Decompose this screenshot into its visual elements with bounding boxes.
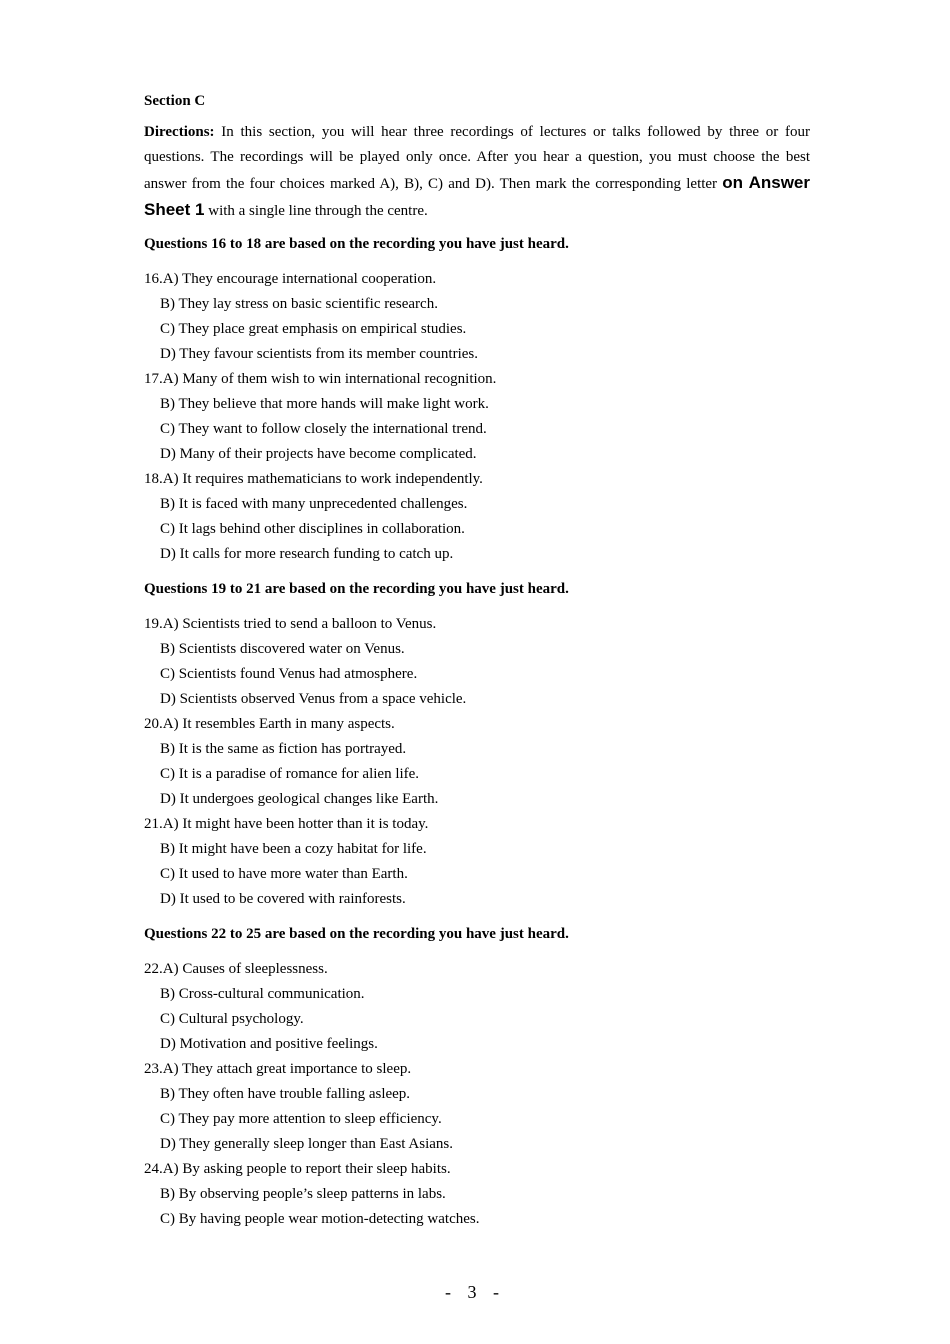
question-22 (144, 957, 810, 1057)
question-option-a: 22.A) Causes of sleeplessness. (144, 961, 328, 977)
question-option-d: D) It undergoes geological changes like Earth. (160, 791, 439, 807)
question-option-a: 18.A) It requires mathematicians to work independently. (144, 471, 483, 487)
directions-label: Directions: (144, 124, 215, 140)
directions-tail: with a single line through the centre. (204, 203, 428, 219)
directions-text: In this section, you will hear three recordings of lectures or talks followed by three or four questions. The recordings will be played only once. After you hear a question, you must choose the best answer from the four choices marked A), B), C) and D). Then mark the corresponding letter (144, 124, 810, 192)
question-option-b: B) By observing people’s sleep patterns in labs. (160, 1186, 446, 1202)
question-option-b: B) They lay stress on basic scientific research. (160, 296, 438, 312)
question-option-c: C) It used to have more water than Earth. (160, 866, 408, 882)
question-option-c: C) It lags behind other disciplines in collaboration. (160, 521, 465, 537)
question-18 (144, 467, 810, 567)
question-option-a: 24.A) By asking people to report their sleep habits. (144, 1161, 451, 1177)
group-heading: Questions 16 to 18 are based on the recording you have just heard. (144, 236, 569, 252)
question-option-d: D) Many of their projects have become complicated. (160, 446, 477, 462)
question-group-16-18 (144, 232, 810, 567)
directions-emphasis: on Answer Sheet 1 (144, 173, 810, 219)
question-option-b: B) Scientists discovered water on Venus. (160, 641, 405, 657)
question-option-c: C) They pay more attention to sleep efficiency. (160, 1111, 442, 1127)
page-content (144, 89, 810, 1242)
directions-paragraph (144, 120, 810, 224)
group-heading: Questions 19 to 21 are based on the recording you have just heard. (144, 581, 569, 597)
question-option-a: 19.A) Scientists tried to send a balloon to Venus. (144, 616, 437, 632)
question-21 (144, 812, 810, 912)
question-option-d: D) They generally sleep longer than East Asians. (160, 1136, 453, 1152)
question-option-d: D) It calls for more research funding to catch up. (160, 546, 454, 562)
question-option-a: 23.A) They attach great importance to sleep. (144, 1061, 412, 1077)
question-option-c: C) By having people wear motion-detecting watches. (160, 1211, 480, 1227)
question-group-19-21 (144, 577, 810, 912)
question-option-d: D) They favour scientists from its member countries. (160, 346, 478, 362)
question-option-c: C) Scientists found Venus had atmosphere. (160, 666, 418, 682)
question-group-22-25 (144, 922, 810, 1232)
question-24 (144, 1157, 810, 1232)
question-option-d: D) It used to be covered with rainforests. (160, 891, 406, 907)
question-option-c: C) It is a paradise of romance for alien life. (160, 766, 420, 782)
question-option-d: D) Motivation and positive feelings. (160, 1036, 378, 1052)
question-option-a: 20.A) It resembles Earth in many aspects. (144, 716, 395, 732)
question-option-b: B) Cross-cultural communication. (160, 986, 365, 1002)
question-17 (144, 367, 810, 467)
question-option-c: C) Cultural psychology. (160, 1011, 304, 1027)
question-option-a: 16.A) They encourage international cooperation. (144, 271, 437, 287)
group-heading: Questions 22 to 25 are based on the recording you have just heard. (144, 926, 569, 942)
question-19 (144, 612, 810, 712)
page-number: - 3 - (445, 1282, 505, 1302)
question-20 (144, 712, 810, 812)
question-option-c: C) They want to follow closely the international trend. (160, 421, 487, 437)
question-option-b: B) They often have trouble falling asleep. (160, 1086, 411, 1102)
question-option-d: D) Scientists observed Venus from a space vehicle. (160, 691, 467, 707)
question-option-c: C) They place great emphasis on empirical studies. (160, 321, 467, 337)
question-option-b: B) It is faced with many unprecedented challenges. (160, 496, 468, 512)
section-title: Section C (144, 93, 206, 109)
question-option-a: 17.A) Many of them wish to win international recognition. (144, 371, 497, 387)
question-16 (144, 267, 810, 367)
question-option-a: 21.A) It might have been hotter than it is today. (144, 816, 429, 832)
question-option-b: B) They believe that more hands will make light work. (160, 396, 489, 412)
question-option-b: B) It might have been a cozy habitat for life. (160, 841, 427, 857)
question-23 (144, 1057, 810, 1157)
question-option-b: B) It is the same as fiction has portrayed. (160, 741, 407, 757)
